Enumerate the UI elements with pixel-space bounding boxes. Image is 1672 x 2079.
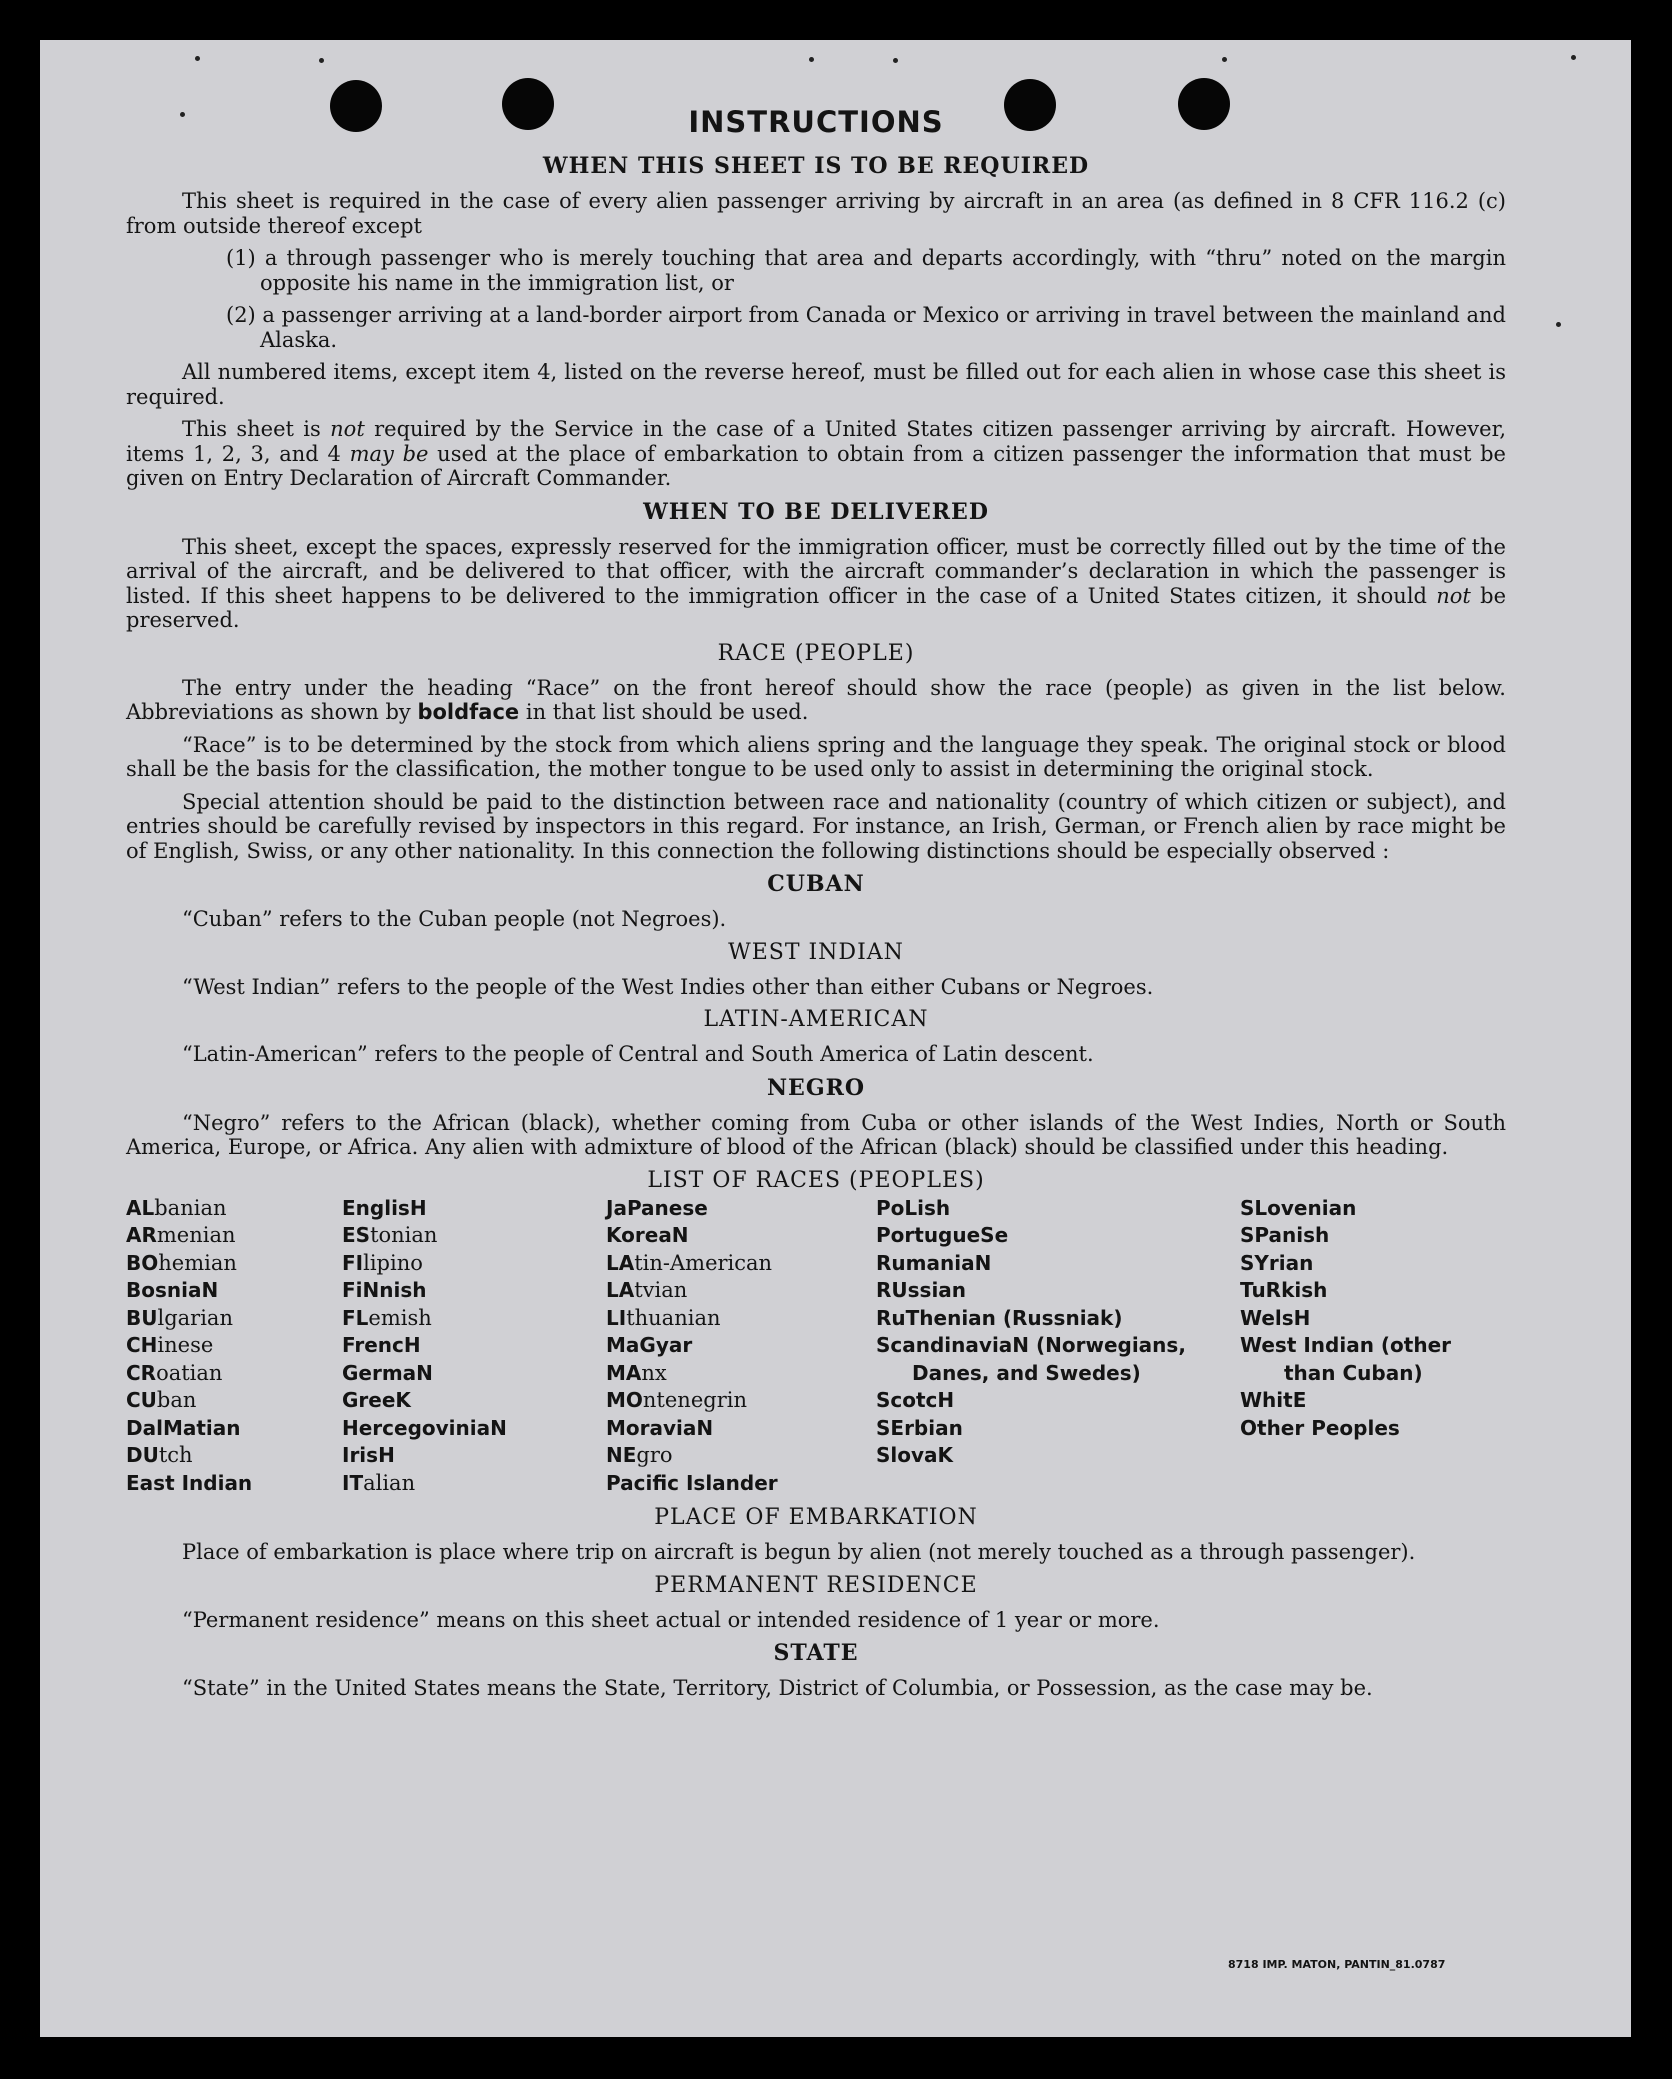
race-item: WelsH [1240,1305,1311,1330]
paragraph: Place of embarkation is place where trip on aircraft is begun by alien (not merely touched as a through passenger). [182,1540,1416,1564]
race-item: LAtin-American [606,1250,773,1275]
race-item: FrencH [342,1333,421,1357]
races-list [126,1195,1506,1498]
race-item: RumaniaN [876,1250,992,1275]
paragraph: “State” in the United States means the State, Territory, District of Columbia, or Possession, as the case may be. [182,1676,1373,1700]
paragraph: This sheet, except the spaces, expressly reserved for the immigration officer, must be correctly filled out by the time of the arrival of the aircraft, and be delivered to that officer, with the aircraft commander’s declaration in which the passenger is listed. If this sheet happens to be delivered to the immigration officer in the case of a United States citizen, it should not be preserved. [126,534,1506,632]
race-item: GreeK [342,1388,411,1412]
paragraph: “Race” is to be determined by the stock from which aliens spring and the language they speak. The original stock or blood shall be the basis for the classification, the mother tongue to be used only to assist in determining the original stock. [126,732,1506,781]
heading-embarkation: PLACE OF EMBARKATION [654,1505,978,1530]
race-item: ALbanian [126,1195,227,1220]
race-item: MaGyar [606,1333,693,1357]
race-item: ARmenian [126,1223,236,1247]
race-item: East Indian [126,1470,253,1495]
race-item: LIthuanian [606,1305,721,1330]
race-item: JaPanese [606,1195,708,1220]
paragraph: Special attention should be paid to the distinction between race and nationality (country of which citizen or subject), and entries should be carefully revised by inspectors in this regard. For instance, an Irish, German, or French alien by race might be of English, Swiss, or any other nationality. In this connection the following distinctions should be especially observed : [126,789,1506,863]
race-item: Pacific Islander [606,1470,778,1495]
race-item: Other Peoples [1240,1415,1400,1440]
heading-west-indian: WEST INDIAN [728,939,904,965]
race-item: PortugueSe [876,1223,1009,1247]
race-item: CRoatian [126,1360,223,1385]
race-item: MAnx [606,1360,667,1385]
race-item: TuRkish [1240,1278,1328,1302]
race-item: SPanish [1240,1223,1330,1247]
race-item: RuThenian (Russniak) [876,1305,1123,1330]
race-item: GermaN [342,1360,433,1385]
paragraph: The entry under the heading “Race” on the front hereof should show the race (people) as given in the list below. Abbreviations as shown by boldface in that list should be used. [126,675,1506,724]
race-item: NEgro [606,1443,673,1467]
races-column [606,1195,876,1498]
race-item: IrisH [342,1443,395,1467]
race-item: SLovenian [1240,1195,1357,1220]
page-title: INSTRUCTIONS [688,105,944,139]
speck [1571,55,1576,60]
heading-latin-american: LATIN-AMERICAN [703,1007,929,1032]
race-item: KoreaN [606,1223,689,1247]
race-item: WhitE [1240,1388,1307,1412]
race-item: FLemish [342,1305,432,1330]
race-item: ScandinaviaN (Norwegians, Danes, and Swedes) [876,1333,1186,1385]
races-column [342,1195,606,1498]
heading-when-required: WHEN THIS SHEET IS TO BE REQUIRED [542,153,1090,179]
speck [1556,322,1561,327]
paragraph: “Permanent residence” means on this sheet actual or intended residence of 1 year or more. [182,1607,1160,1632]
paragraph: “Cuban” refers to the Cuban people (not Negroes). [182,907,727,931]
list-item: (2) a passenger arriving at a land-border airport from Canada or Mexico or arriving in travel between the mainland and Alaska. [226,303,1506,352]
heading-list-of-races: LIST OF RACES (PEOPLES) [647,1167,985,1193]
race-item: SErbian [876,1415,963,1440]
paragraph: “West Indian” refers to the people of the West Indies other than either Cubans or Negroes. [182,974,1154,999]
paragraph: This sheet is not required by the Service in the case of a United States citizen passenger arriving by aircraft. However, items 1, 2, 3, and 4 may be used at the place of embarkation to obtain from a citizen passenger the information that must be given on Entry Declaration of Aircraft Commander. [126,417,1507,490]
race-item: EnglisH [342,1195,427,1220]
race-item: MOntenegrin [606,1388,747,1412]
race-item: EStonian [342,1223,438,1247]
races-column [876,1195,1240,1498]
race-item: BOhemian [126,1250,237,1275]
race-item: DUtch [126,1443,193,1467]
race-item: BosniaN [126,1278,219,1302]
race-item: DalMatian [126,1415,241,1440]
paragraph: This sheet is required in the case of every alien passenger arriving by aircraft in an area (as defined in 8 CFR 116.2 (c) from outside thereof except [126,189,1506,238]
race-item: HercegoviniaN [342,1415,507,1440]
race-item: SYrian [1240,1250,1314,1275]
speck [195,56,200,61]
heading-residence: PERMANENT RESIDENCE [654,1572,978,1598]
race-item: RUssian [876,1278,967,1302]
race-item: FiNnish [342,1278,427,1302]
paragraph: All numbered items, except item 4, listed on the reverse hereof, must be filled out for each alien in whose case this sheet is required. [126,360,1506,409]
race-item: CUban [126,1388,197,1412]
race-item: ScotcH [876,1388,955,1412]
heading-when-delivered: WHEN TO BE DELIVERED [643,498,989,525]
race-item: ITalian [342,1470,416,1495]
heading-state: STATE [773,1640,859,1666]
speck [893,58,898,63]
race-item: BUlgarian [126,1305,233,1330]
race-item: CHinese [126,1333,214,1357]
races-column [1240,1195,1506,1498]
speck [1222,57,1227,62]
speck [809,57,814,62]
list-item: (1) a through passenger who is merely touching that area and departs accordingly, with “thru” noted on the margin opposite his name in the immigration list, or [226,246,1506,295]
race-item: LAtvian [606,1278,688,1302]
race-item: PoLish [876,1195,951,1220]
race-item: West Indian (other than Cuban) [1240,1333,1451,1385]
heading-cuban: CUBAN [767,871,865,897]
heading-negro: NEGRO [766,1074,866,1101]
printer-imprint: 8718 IMP. MATON, PANTIN_81.0787 [1228,1958,1446,1971]
instructions-sheet [126,105,1506,1709]
races-column [126,1195,342,1498]
race-item: MoraviaN [606,1415,714,1440]
paragraph: “Latin-American” refers to the people of Central and South America of Latin descent. [182,1042,1094,1066]
paragraph: “Negro” refers to the African (black), whether coming from Cuba or other islands of the West Indies, North or South America, Europe, or Africa. Any alien with admixture of blood of the African (black) should be classified under this heading. [126,1110,1506,1159]
race-item: SlovaK [876,1443,954,1467]
speck [319,58,324,63]
heading-race: RACE (PEOPLE) [717,640,915,666]
race-item: FIlipino [342,1250,423,1275]
